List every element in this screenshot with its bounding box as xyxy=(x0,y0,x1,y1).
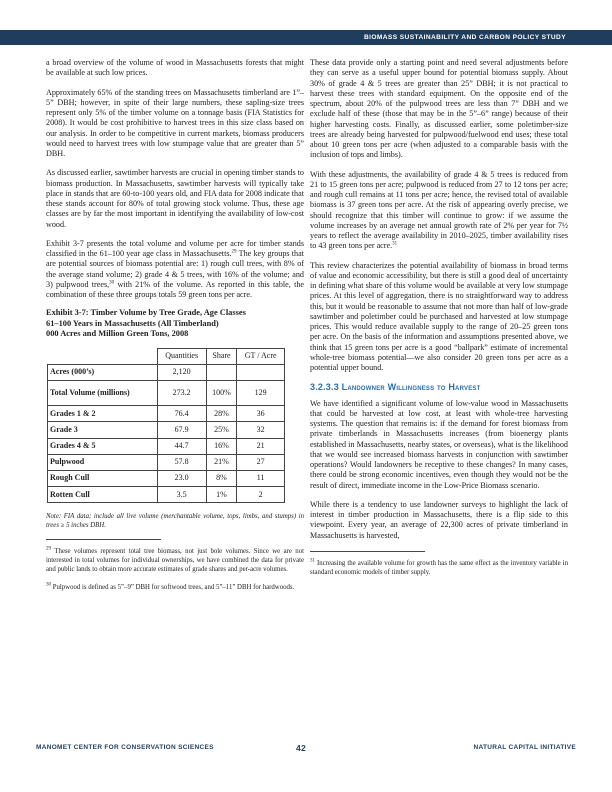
table-cell: 76.4 xyxy=(157,406,206,422)
footnote-number: 29 xyxy=(46,546,51,552)
exhibit-title-line: 000 Acres and Million Green Tons, 2008 xyxy=(46,329,189,339)
table-row xyxy=(48,422,285,438)
table-cell: 2 xyxy=(237,487,285,503)
footnote-text: These volumes represent total tree biomass, not just bole volumes. Since we are not interested in total volumes for individual ownerships, we have combined the data for private and public lands to obtain more accurate estimates of grade shares and per-acre volumes. xyxy=(46,548,304,573)
row-label: Rough Cull xyxy=(48,470,158,486)
section-title: Landowner Willingness to Harvest xyxy=(341,382,481,393)
row-label: Pulpwood xyxy=(48,454,158,470)
table-cell: 57.8 xyxy=(157,454,206,470)
row-label: Rotten Cull xyxy=(48,487,158,503)
table-cell: 27 xyxy=(237,454,285,470)
header-cell: Share xyxy=(206,348,237,364)
table-cell: 129 xyxy=(237,381,285,406)
footnote-ref-30: 30 xyxy=(109,280,115,286)
footnote-ref-31: 31 xyxy=(392,241,398,247)
running-title: BIOMASS SUSTAINABILITY AND CARBON POLICY STUDY xyxy=(363,34,566,41)
paragraph: These data provide only a starting point and need several adjustments before they can serve as a useful upper bound for potential biomass supply. About 30% of grade 4 & 5 trees are greater than 25” DBH; it is not practical to harvest these trees with standard equipment. On the opposite end of the spectrum, about 20% of the pulpwood trees are less than 7” DBH and we exclude half of these (those that may be in the 5”–6” range) because of their higher harvesting costs. Finally, as discussed earlier, some poletimber-size trees are already being harvested for pulpwood/fuelwood end uses; these total about 10 green tons per acre (when adjusted to a comparable basis with the inclusion of tops and limbs). xyxy=(310,58,568,160)
table-row xyxy=(48,364,285,380)
footnote-text: Pulpwood is defined as 5”–9” DBH for softwood trees, and 5”–11” DBH for hardwoods. xyxy=(51,583,295,591)
table-cell xyxy=(237,364,285,380)
section-heading xyxy=(310,382,568,392)
table-cell: 21 xyxy=(237,438,285,454)
table-cell: 2,120 xyxy=(157,364,206,380)
table-cell: 25% xyxy=(206,422,237,438)
row-label: Grades 4 & 5 xyxy=(48,438,158,454)
table-row xyxy=(48,454,285,470)
table-cell: 273.2 xyxy=(157,381,206,406)
footnote-divider xyxy=(46,539,161,540)
row-label: Acres (000’s) xyxy=(48,364,158,380)
paragraph: As discussed earlier, sawtimber harvests are crucial in opening timber stands to biomass production. In Massachusetts, sawtimber harvests will typically take place in stands that are 60-to-100 years old, and FIA data for 2008 indicate that these stands account for 80% of total growing stock volume. Thus, these age classes are by far the most important in identifying the availability of low-cost wood. xyxy=(46,168,304,229)
table-cell: 28% xyxy=(206,406,237,422)
table-cell: 3.5 xyxy=(157,487,206,503)
table-cell: 16% xyxy=(206,438,237,454)
footnote-number: 30 xyxy=(46,582,51,588)
table-row xyxy=(48,406,285,422)
row-label: Grades 1 & 2 xyxy=(48,406,158,422)
table-cell: 21% xyxy=(206,454,237,470)
table-cell: 1% xyxy=(206,487,237,503)
exhibit-table xyxy=(47,348,285,504)
page-footer xyxy=(36,744,576,758)
row-label: Total Volume (millions) xyxy=(48,381,158,406)
footnote-31 xyxy=(310,560,568,578)
table-row xyxy=(48,381,285,406)
footnote-number: 31 xyxy=(310,558,315,564)
paragraph: Approximately 65% of the standing trees on Massachusetts timberland are 1”–5” DBH; however, in spite of their large numbers, these sapling-size trees represent only 5% of the timber volume on a tonnage basis (FIA Statistics for 2008). It would be cost prohibitive to harvest trees in this size class based on our analysis. In order to be competitive in current markets, biomass producers would need to harvest trees with low stumpage value that are greater than 5” DBH. xyxy=(46,87,304,158)
table-row xyxy=(48,438,285,454)
footer-initiative: NATURAL CAPITAL INITIATIVE xyxy=(473,744,576,751)
table-cell: 32 xyxy=(237,422,285,438)
section-number: 3.2.3.3 xyxy=(310,382,339,393)
footnote-29 xyxy=(46,548,304,574)
table-cell: 44.7 xyxy=(157,438,206,454)
table-cell: 100% xyxy=(206,381,237,406)
paragraph: While there is a tendency to use landowner surveys to highlight the lack of interest in timber production in Massachusetts, there is a flip side to this viewpoint. Every year, an average of 22,300 acres of private timberland in Massachusetts is harvested, xyxy=(310,499,568,540)
table-cell xyxy=(206,364,237,380)
table-cell: 11 xyxy=(237,470,285,486)
page-number: 42 xyxy=(296,743,307,753)
exhibit-note: Note: FIA data; include all live volume (merchantable volume, tops, limbs, and stumps) in trees ≥ 5 inches DBH. xyxy=(46,513,304,530)
paragraph xyxy=(46,239,304,301)
exhibit-title-line: 61–100 Years in Massachusetts (All Timberland) xyxy=(46,318,219,328)
text-run: With these adjustments, the availability of grade 4 & 5 trees is reduced from 21 to 15 green tons per acre; pulpwood is reduced from 27 to 12 tons per acre; and rough cull remains at 11 tons per acre; hence, the revised total of available biomass is 37 green tons per acre. At the risk of appearing overly precise, we should recognize that this timber will continue to grow: if we assume the volume increases by an average net annual growth rate of 2% per year for 7½ years to reflect the average availability in 2010–2025, timber availability rises to 43 green tons per acre. xyxy=(310,169,568,251)
table-cell: 8% xyxy=(206,470,237,486)
footnote-divider xyxy=(310,551,425,552)
exhibit-title xyxy=(46,308,304,340)
footnote-text: Increasing the available volume for growth has the same effect as the inventory variable in standard economic models of timber supply. xyxy=(310,559,568,576)
table-header-row xyxy=(48,348,285,364)
exhibit-title-line: Exhibit 3-7: Timber Volume by Tree Grade, Age Classes xyxy=(46,308,246,318)
table-row xyxy=(48,470,285,486)
footer-org: MANOMET CENTER FOR CONSERVATION SCIENCES xyxy=(36,744,214,751)
paragraph: a broad overview of the volume of wood in Massachusetts forests that might be available at such low prices. xyxy=(46,58,304,78)
table-cell: 36 xyxy=(237,406,285,422)
text-run: Exhibit 3-7 presents the total volume and volume per acre for timber stands classified in the 61–100 year age class in Massachusetts. xyxy=(46,238,304,258)
text-run: The key groups that are potential sources of biomass potential are: 1) rough cull trees, with 8% of the average stand volume; 2) grade 4 & 5 trees, with 16% of the volume; and 3) pulpwood trees, xyxy=(46,249,304,289)
paragraph: We have identified a significant volume of low-value wood in Massachusetts that could be harvested at low cost, at least with whole-tree harvesting systems. The question that remains is: if the demand for forest biomass from private timberlands in Massachusetts increases (from bioenergy plants established in Massachusetts, nearby states, or overseas), what is the likelihood that we would see increased biomass harvests in conjunction with sawtimber operations? Would landowners be receptive to these changes? In many cases, there could be strong economic incentives, even though they would not be the result of direct, immediate income in the Low-Price Biomass scenario. xyxy=(310,398,568,490)
header-cell: Quantities xyxy=(157,348,206,364)
header-cell: GT / Acre xyxy=(237,348,285,364)
left-column xyxy=(46,58,304,601)
running-header xyxy=(0,30,612,45)
table-cell: 67.9 xyxy=(157,422,206,438)
table-row xyxy=(48,487,285,503)
right-column xyxy=(310,58,568,586)
text-run: with 21% of the volume. As reported in this table, the combination of these three groups totals 59 green tons per acre. xyxy=(46,279,304,299)
footnote-ref-29: 29 xyxy=(231,249,237,255)
paragraph: This review characterizes the potential availability of biomass in broad terms of value and economic accessibility, but there is still a good deal of uncertainty in defining what share of this volume would be available at very low stumpage prices. At this level of aggregation, there is no straightforward way to address this, but it would be reasonable to assume that not more than half of low-grade sawtimber and poletimber could be purchased and harvested at low stumpage prices. This would reduce available supply to the range of 20–25 green tons per acre. On the basis of the information and assumptions presented above, we think that 15 green tons per acre is a good “ballpark” estimate of incremental whole-tree biomass potential—we also consider 20 green tons per acre as a potential upper bound. xyxy=(310,260,568,372)
table-cell: 23.0 xyxy=(157,470,206,486)
header-cell-blank xyxy=(48,348,158,364)
paragraph xyxy=(310,170,568,252)
footnote-30 xyxy=(46,584,304,593)
row-label: Grade 3 xyxy=(48,422,158,438)
